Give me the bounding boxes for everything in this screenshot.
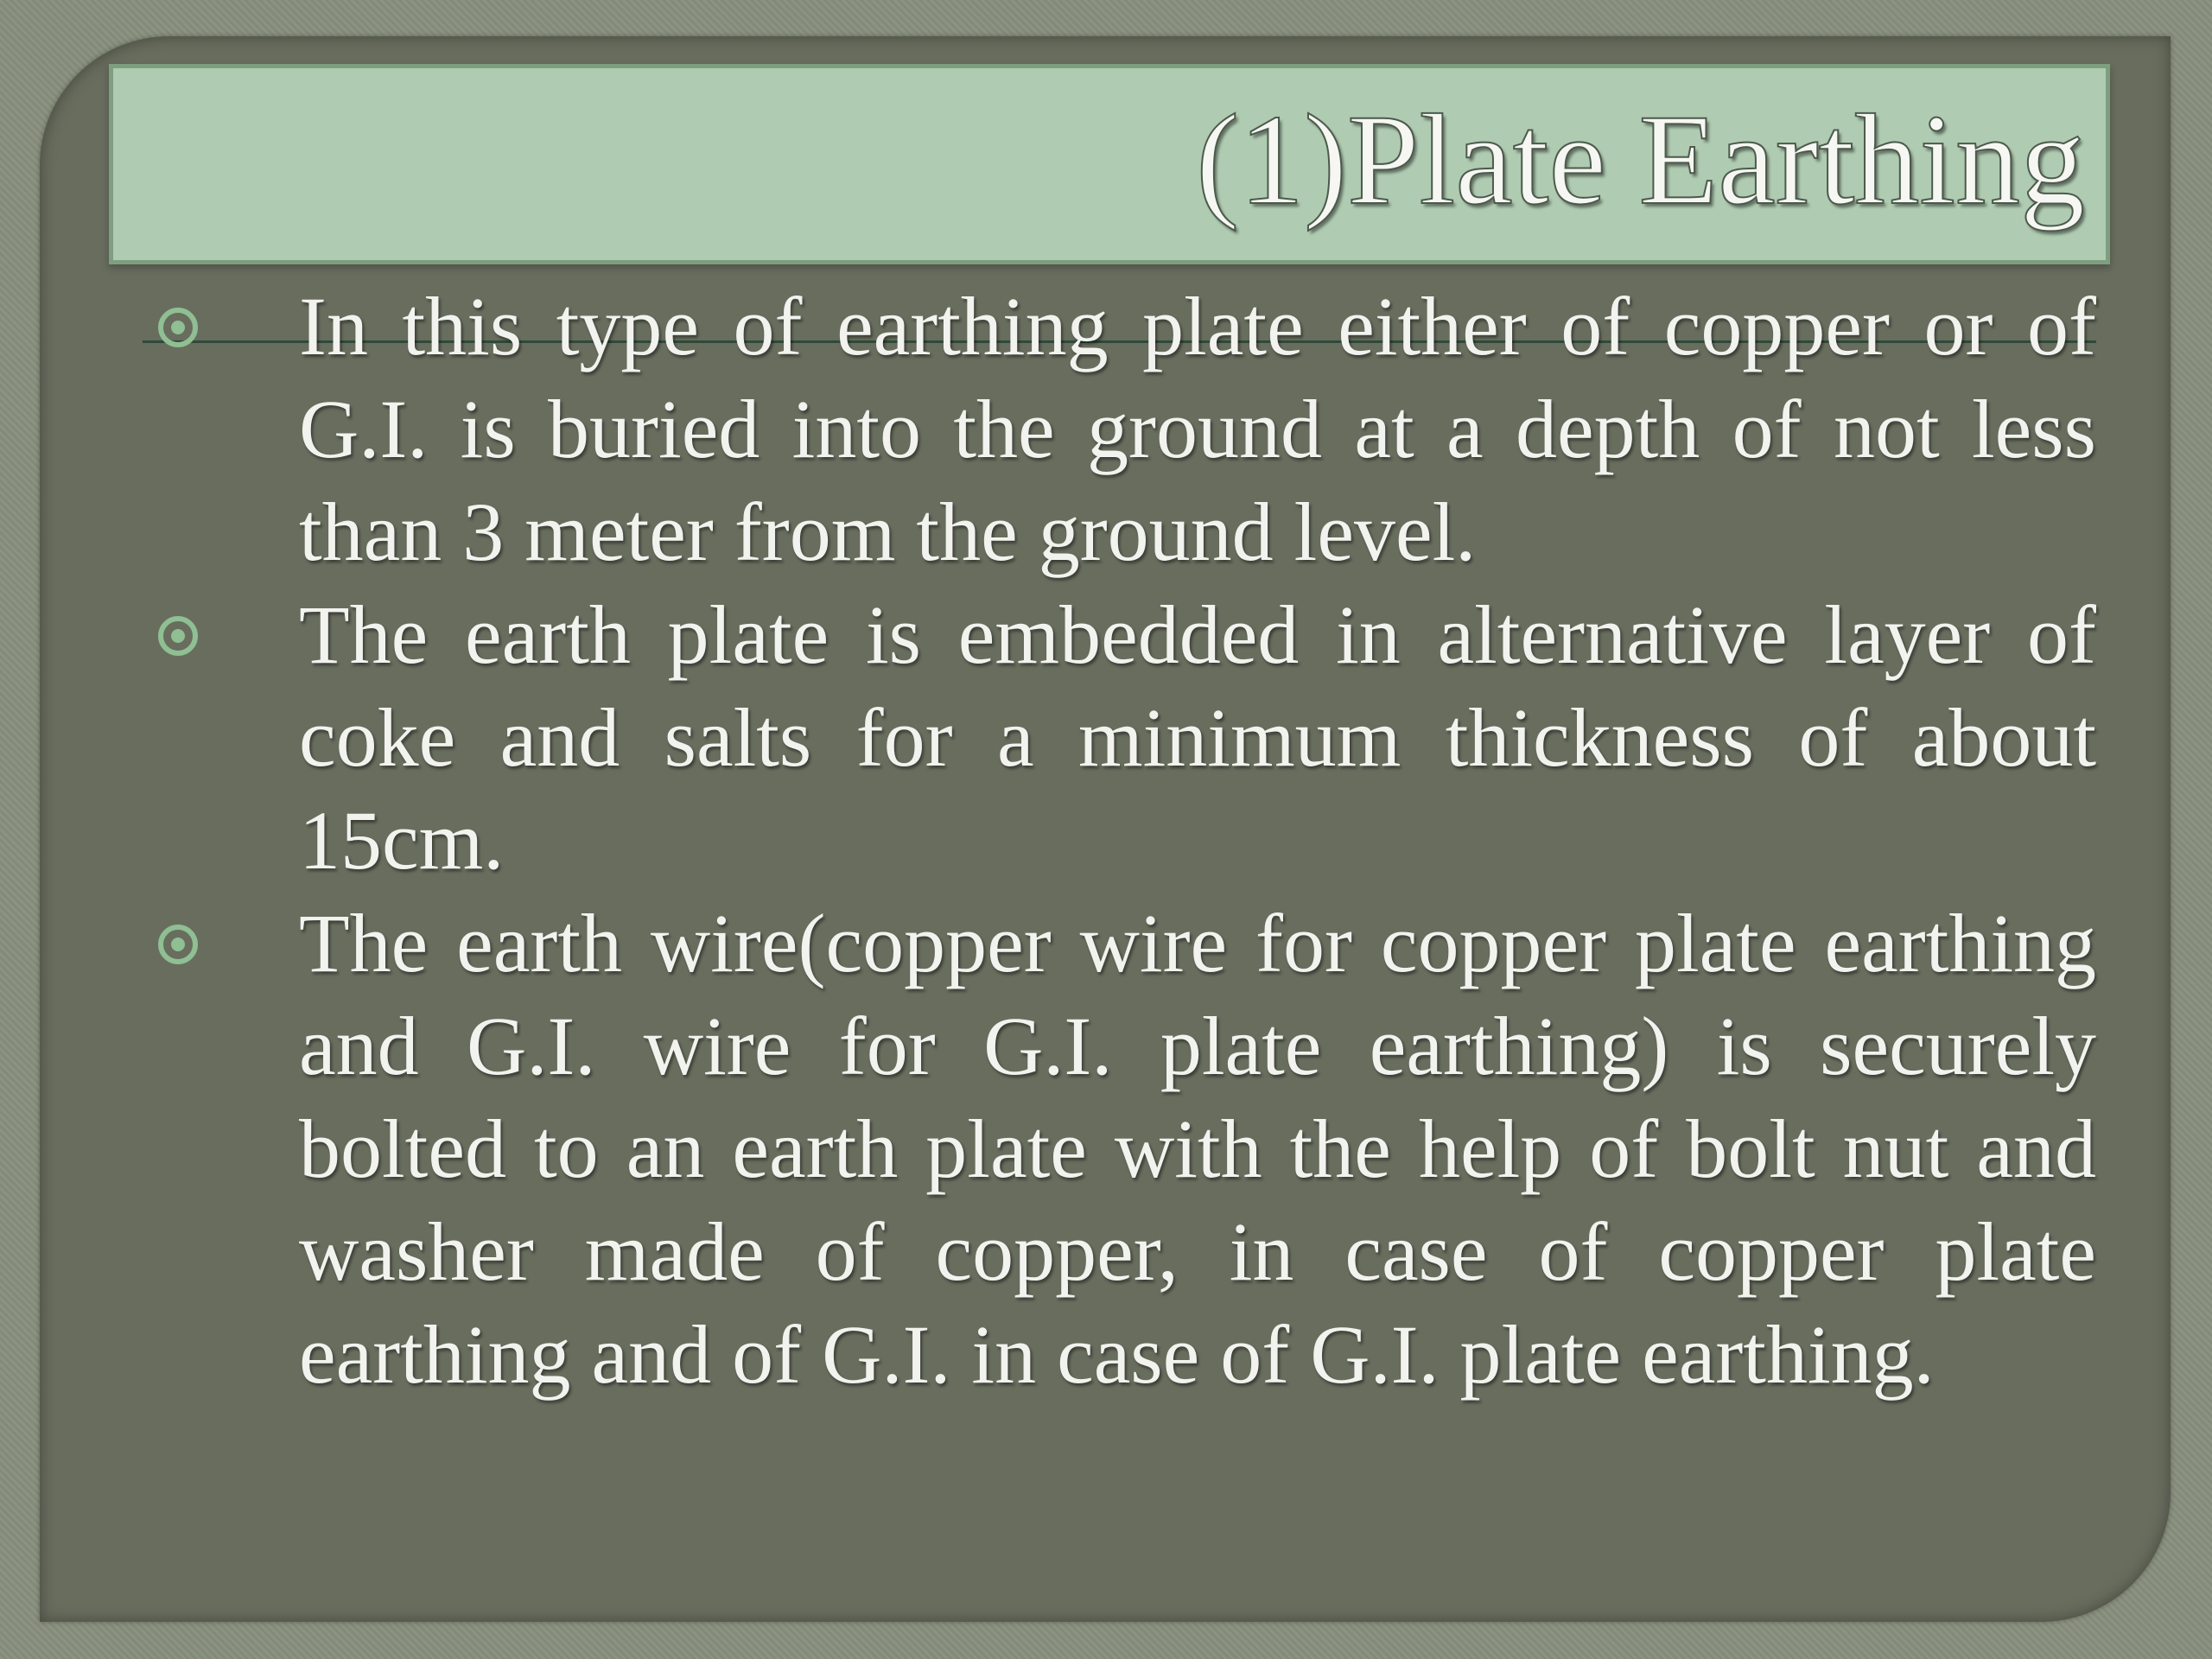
circle-bullet-icon	[158, 308, 198, 347]
bullet-item	[0, 275, 2212, 583]
bullet-text: In this type of earthing plate either of copper or of G.I. is buried into the ground at a depth of not less than 3 meter from the ground level.	[299, 280, 2096, 578]
bullet-list	[0, 275, 2212, 1406]
title-bar	[109, 64, 2110, 264]
bullet-text: The earth plate is embedded in alternative layer of coke and salts for a minimum thickness of about 15cm.	[299, 588, 2096, 887]
bullet-item	[0, 892, 2212, 1406]
slide-title: (1)Plate Earthing	[1196, 88, 2085, 232]
circle-bullet-icon	[158, 616, 198, 656]
bullet-item	[0, 583, 2212, 892]
circle-bullet-icon	[158, 925, 198, 964]
bullet-text: The earth wire(copper wire for copper plate earthing and G.I. wire for G.I. plate earthing) is securely bolted to an earth plate with the help of bolt nut and washer made of copper, in case of copper plate earthing and of G.I. in case of G.I. plate earthing.	[299, 897, 2096, 1401]
